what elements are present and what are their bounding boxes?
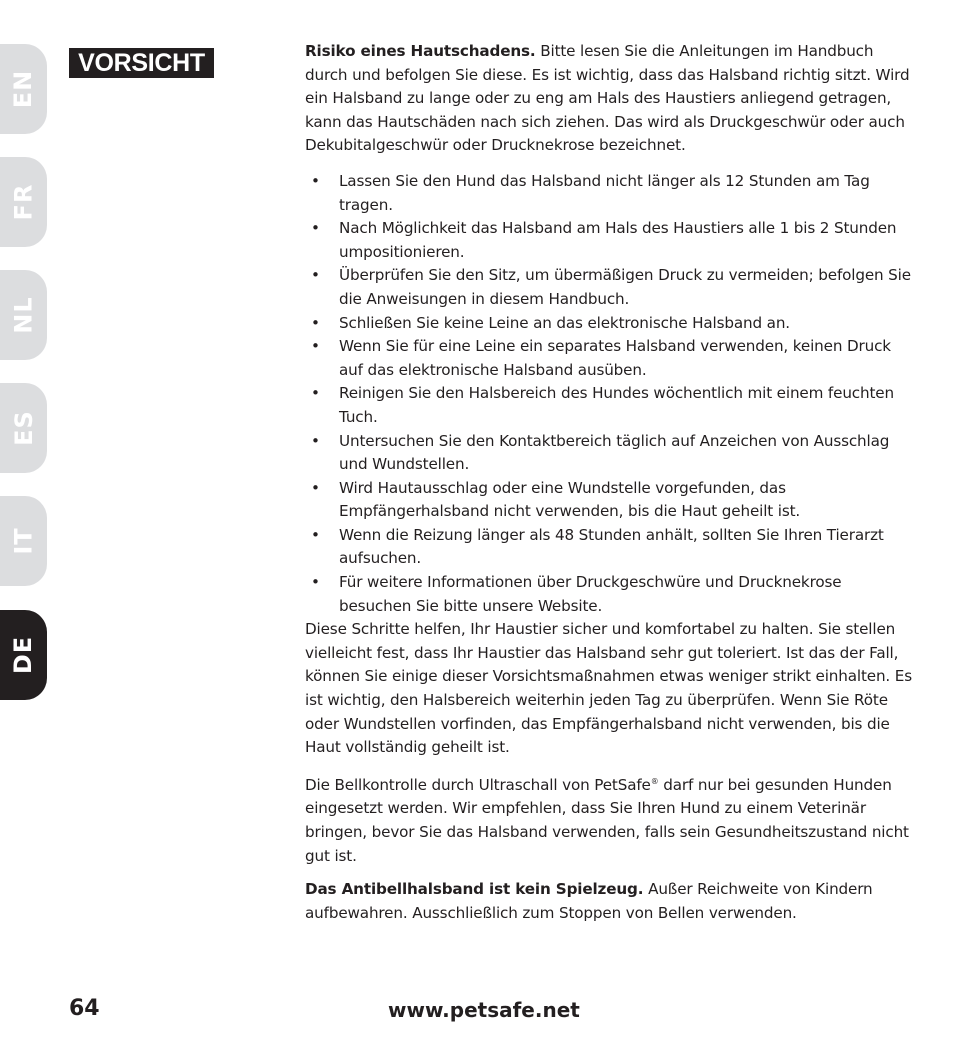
health-text-start: Die Bellkontrolle durch Ultraschall von PetSafe <box>305 775 651 794</box>
list-item: • Für weitere Informationen über Druckgeschwüre und Drucknekrose besuchen Sie bitte unsere Website. <box>305 571 917 618</box>
tab-it[interactable] <box>0 496 47 586</box>
list-item: • Untersuchen Sie den Kontaktbereich täglich auf Anzeichen von Ausschlag und Wundstellen. <box>305 430 917 477</box>
tab-fr-label: FR <box>9 183 38 221</box>
health-text-end: darf nur bei gesunden Hunden eingesetzt werden. Wir empfehlen, dass Sie Ihren Hund zu einem Veterinär bringen, bevor Sie das Halsband verwenden, falls sein Gesundheitszustand nicht gut ist. <box>305 775 909 865</box>
list-item: • Wenn die Reizung länger als 48 Stunden anhält, sollten Sie Ihren Tierarzt aufsuchen. <box>305 524 917 571</box>
tab-de-label: DE <box>9 635 38 675</box>
list-item: • Überprüfen Sie den Sitz, um übermäßigen Druck zu vermeiden; befolgen Sie die Anweisungen in diesem Handbuch. <box>305 264 917 311</box>
health-paragraph <box>305 770 917 868</box>
caution-label: VORSICHT <box>69 48 214 78</box>
list-item: • Wenn Sie für eine Leine ein separates Halsband verwenden, keinen Druck auf das elektronische Halsband ausüben. <box>305 335 917 382</box>
list-item: • Lassen Sie den Hund das Halsband nicht länger als 12 Stunden am Tag tragen. <box>305 170 917 217</box>
list-item: • Reinigen Sie den Halsbereich des Hundes wöchentlich mit einem feuchten Tuch. <box>305 382 917 429</box>
intro-paragraph <box>305 40 917 158</box>
tab-es-label: ES <box>9 410 38 446</box>
list-item: • Wird Hautausschlag oder eine Wundstelle vorgefunden, das Empfängerhalsband nicht verwenden, bis die Haut geheilt ist. <box>305 477 917 524</box>
tab-fr[interactable] <box>0 157 47 247</box>
closing-paragraph: Diese Schritte helfen, Ihr Haustier sicher und komfortabel zu halten. Sie stellen vielleicht fest, dass Ihr Haustier das Halsband sehr gut toleriert. Ist das der Fall, können Sie einige dieser Vorsichtsmaßnahmen etwas weniger strikt einhalten. Es ist wichtig, den Halsbereich weiterhin jeden Tag zu überprüfen. Wenn Sie Röte oder Wundstellen vorfinden, das Empfängerhalsband nicht verwenden, bis die Haut vollständig geheilt ist. <box>305 620 912 757</box>
tab-de[interactable] <box>0 610 47 700</box>
tab-en-label: EN <box>9 69 38 109</box>
footer-url[interactable]: www.petsafe.net <box>388 998 580 1022</box>
intro-heading: Risiko eines Hautschadens. <box>305 42 536 60</box>
tab-en[interactable] <box>0 44 47 134</box>
tab-es[interactable] <box>0 383 47 473</box>
list-item: • Schließen Sie keine Leine an das elektronische Halsband an. <box>305 312 917 336</box>
tab-it-label: IT <box>9 527 38 555</box>
main-content <box>305 40 917 925</box>
precaution-list <box>305 170 917 618</box>
tab-nl[interactable] <box>0 270 47 360</box>
list-item: • Nach Möglichkeit das Halsband am Hals des Haustiers alle 1 bis 2 Stunden umpositionieren. <box>305 217 917 264</box>
page-number: 64 <box>69 996 100 1021</box>
toy-warning-text: Außer Reichweite von Kindern aufbewahren. Ausschließlich zum Stoppen von Bellen verwenden. <box>305 880 873 922</box>
tab-nl-label: NL <box>9 296 38 334</box>
intro-text: Bitte lesen Sie die Anleitungen im Handbuch durch und befolgen Sie diese. Es ist wichtig, dass das Halsband richtig sitzt. Wird ein Halsband zu lange oder zu eng am Hals des Haustiers anliegend getragen, kann das Hautschäden nach sich ziehen. Das wird als Druckgeschwür oder auch Dekubitalgeschwür oder Drucknekrose bezeichnet. <box>305 42 910 155</box>
toy-warning-paragraph <box>305 878 917 925</box>
toy-warning-heading: Das Antibellhalsband ist kein Spielzeug. <box>305 880 644 899</box>
registered-mark: ® <box>650 776 659 786</box>
